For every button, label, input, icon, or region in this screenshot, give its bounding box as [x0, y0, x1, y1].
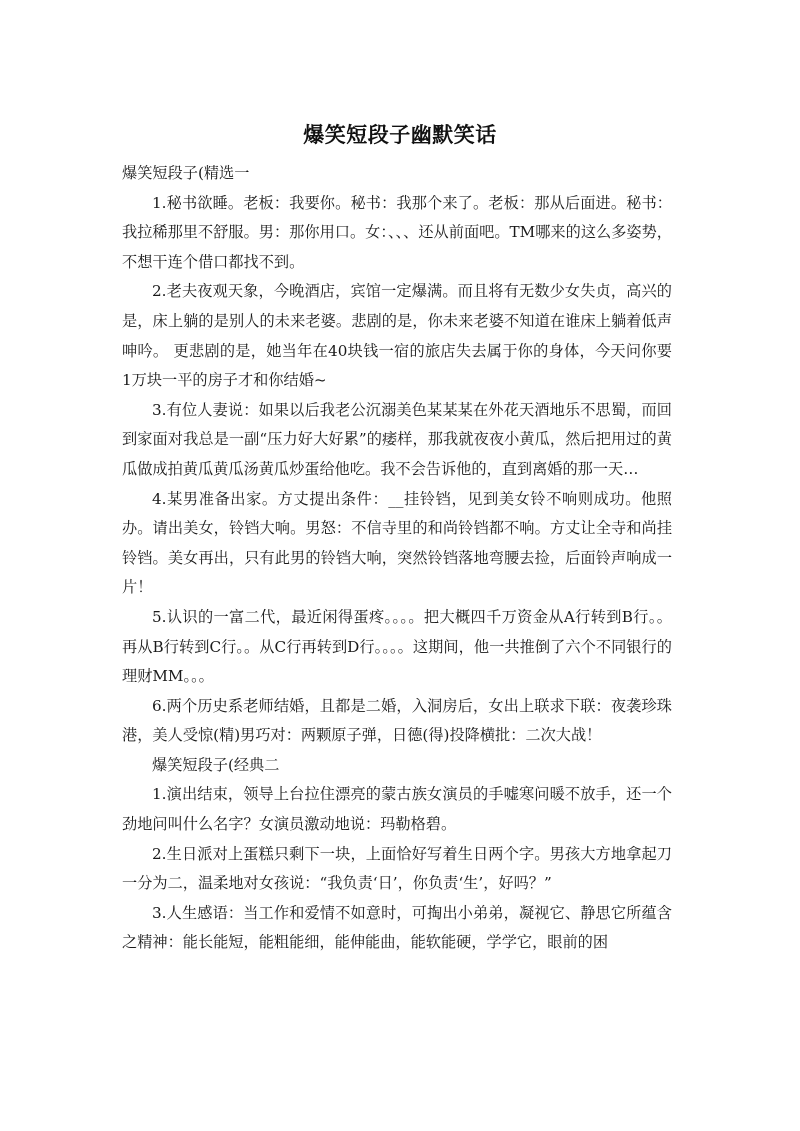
paragraph: 6.两个历史系老师结婚，且都是二婚，入洞房后，女出上联求下联：夜袭珍珠港，美人受惊(精)男巧对：两颗原子弹，日德(得)投降横批：二次大战！ [122, 696, 672, 745]
paragraph: 5.认识的一富二代，最近闲得蛋疼。。。。把大概四千万资金从A行转到B行。。再从B行转到C行。。从C行再转到D行。。。。这期间，他一共推倒了六个不同银行的理财MM。。。 [122, 607, 672, 686]
paragraph: 2.老夫夜观天象，今晚酒店，宾馆一定爆满。而且将有无数少女失贞，高兴的是，床上躺的是别人的未来老婆。悲剧的是，你未来老婆不知道在谁床上躺着低声呻吟。 更悲剧的是，她当年在40块钱一宿的旅店失去属于你的身体，今天问你要1万块一平的房子才和你结婚~ [122, 282, 672, 390]
document-body [122, 159, 672, 958]
paragraph: 4.某男准备出家。方丈提出条件：__挂铃铛，见到美女铃不响则成功。他照办。请出美女，铃铛大响。男怒：不信寺里的和尚铃铛都不响。方丈让全寺和尚挂铃铛。美女再出，只有此男的铃铛大响，突然铃铛落地弯腰去捡，后面铃声响成一片！ [122, 489, 672, 597]
paragraph: 3.人生感语：当工作和爱情不如意时，可掏出小弟弟，凝视它、静思它所蕴含之精神：能长能短，能粗能细，能伸能曲，能软能硬，学学它，眼前的困 [122, 903, 672, 952]
paragraph: 1.演出结束，领导上台拉住漂亮的蒙古族女演员的手嘘寒问暖不放手，还一个劲地问叫什么名字？女演员激动地说：玛勒格碧。 [122, 785, 672, 834]
paragraph: 1.秘书欲睡。老板：我要你。秘书：我那个来了。老板：那从后面进。秘书：我拉稀那里不舒服。男：那你用口。女：、、、还从前面吧。TM哪来的这么多姿势，不想干连个借口都找不到。 [122, 193, 672, 271]
document-title: 爆笑短段子幽默笑话 [303, 123, 497, 147]
section-heading: 爆笑短段子(经典二 [152, 755, 280, 774]
paragraph: 2.生日派对上蛋糕只剩下一块，上面恰好写着生日两个字。男孩大方地拿起刀一分为二，温柔地对女孩说：“我负责‘日’，你负责‘生’，好吗？” [122, 844, 672, 893]
paragraph: 3.有位人妻说：如果以后我老公沉溺美色某某某在外花天酒地乐不思蜀，而回到家面对我总是一副“压力好大好累”的痿样，那我就夜夜小黄瓜，然后把用过的黄瓜做成拍黄瓜黄瓜汤黄瓜炒蛋给他吃。我不会告诉他的，直到离婚的那一天… [122, 400, 672, 478]
section-heading: 爆笑短段子(精选一 [122, 164, 250, 182]
